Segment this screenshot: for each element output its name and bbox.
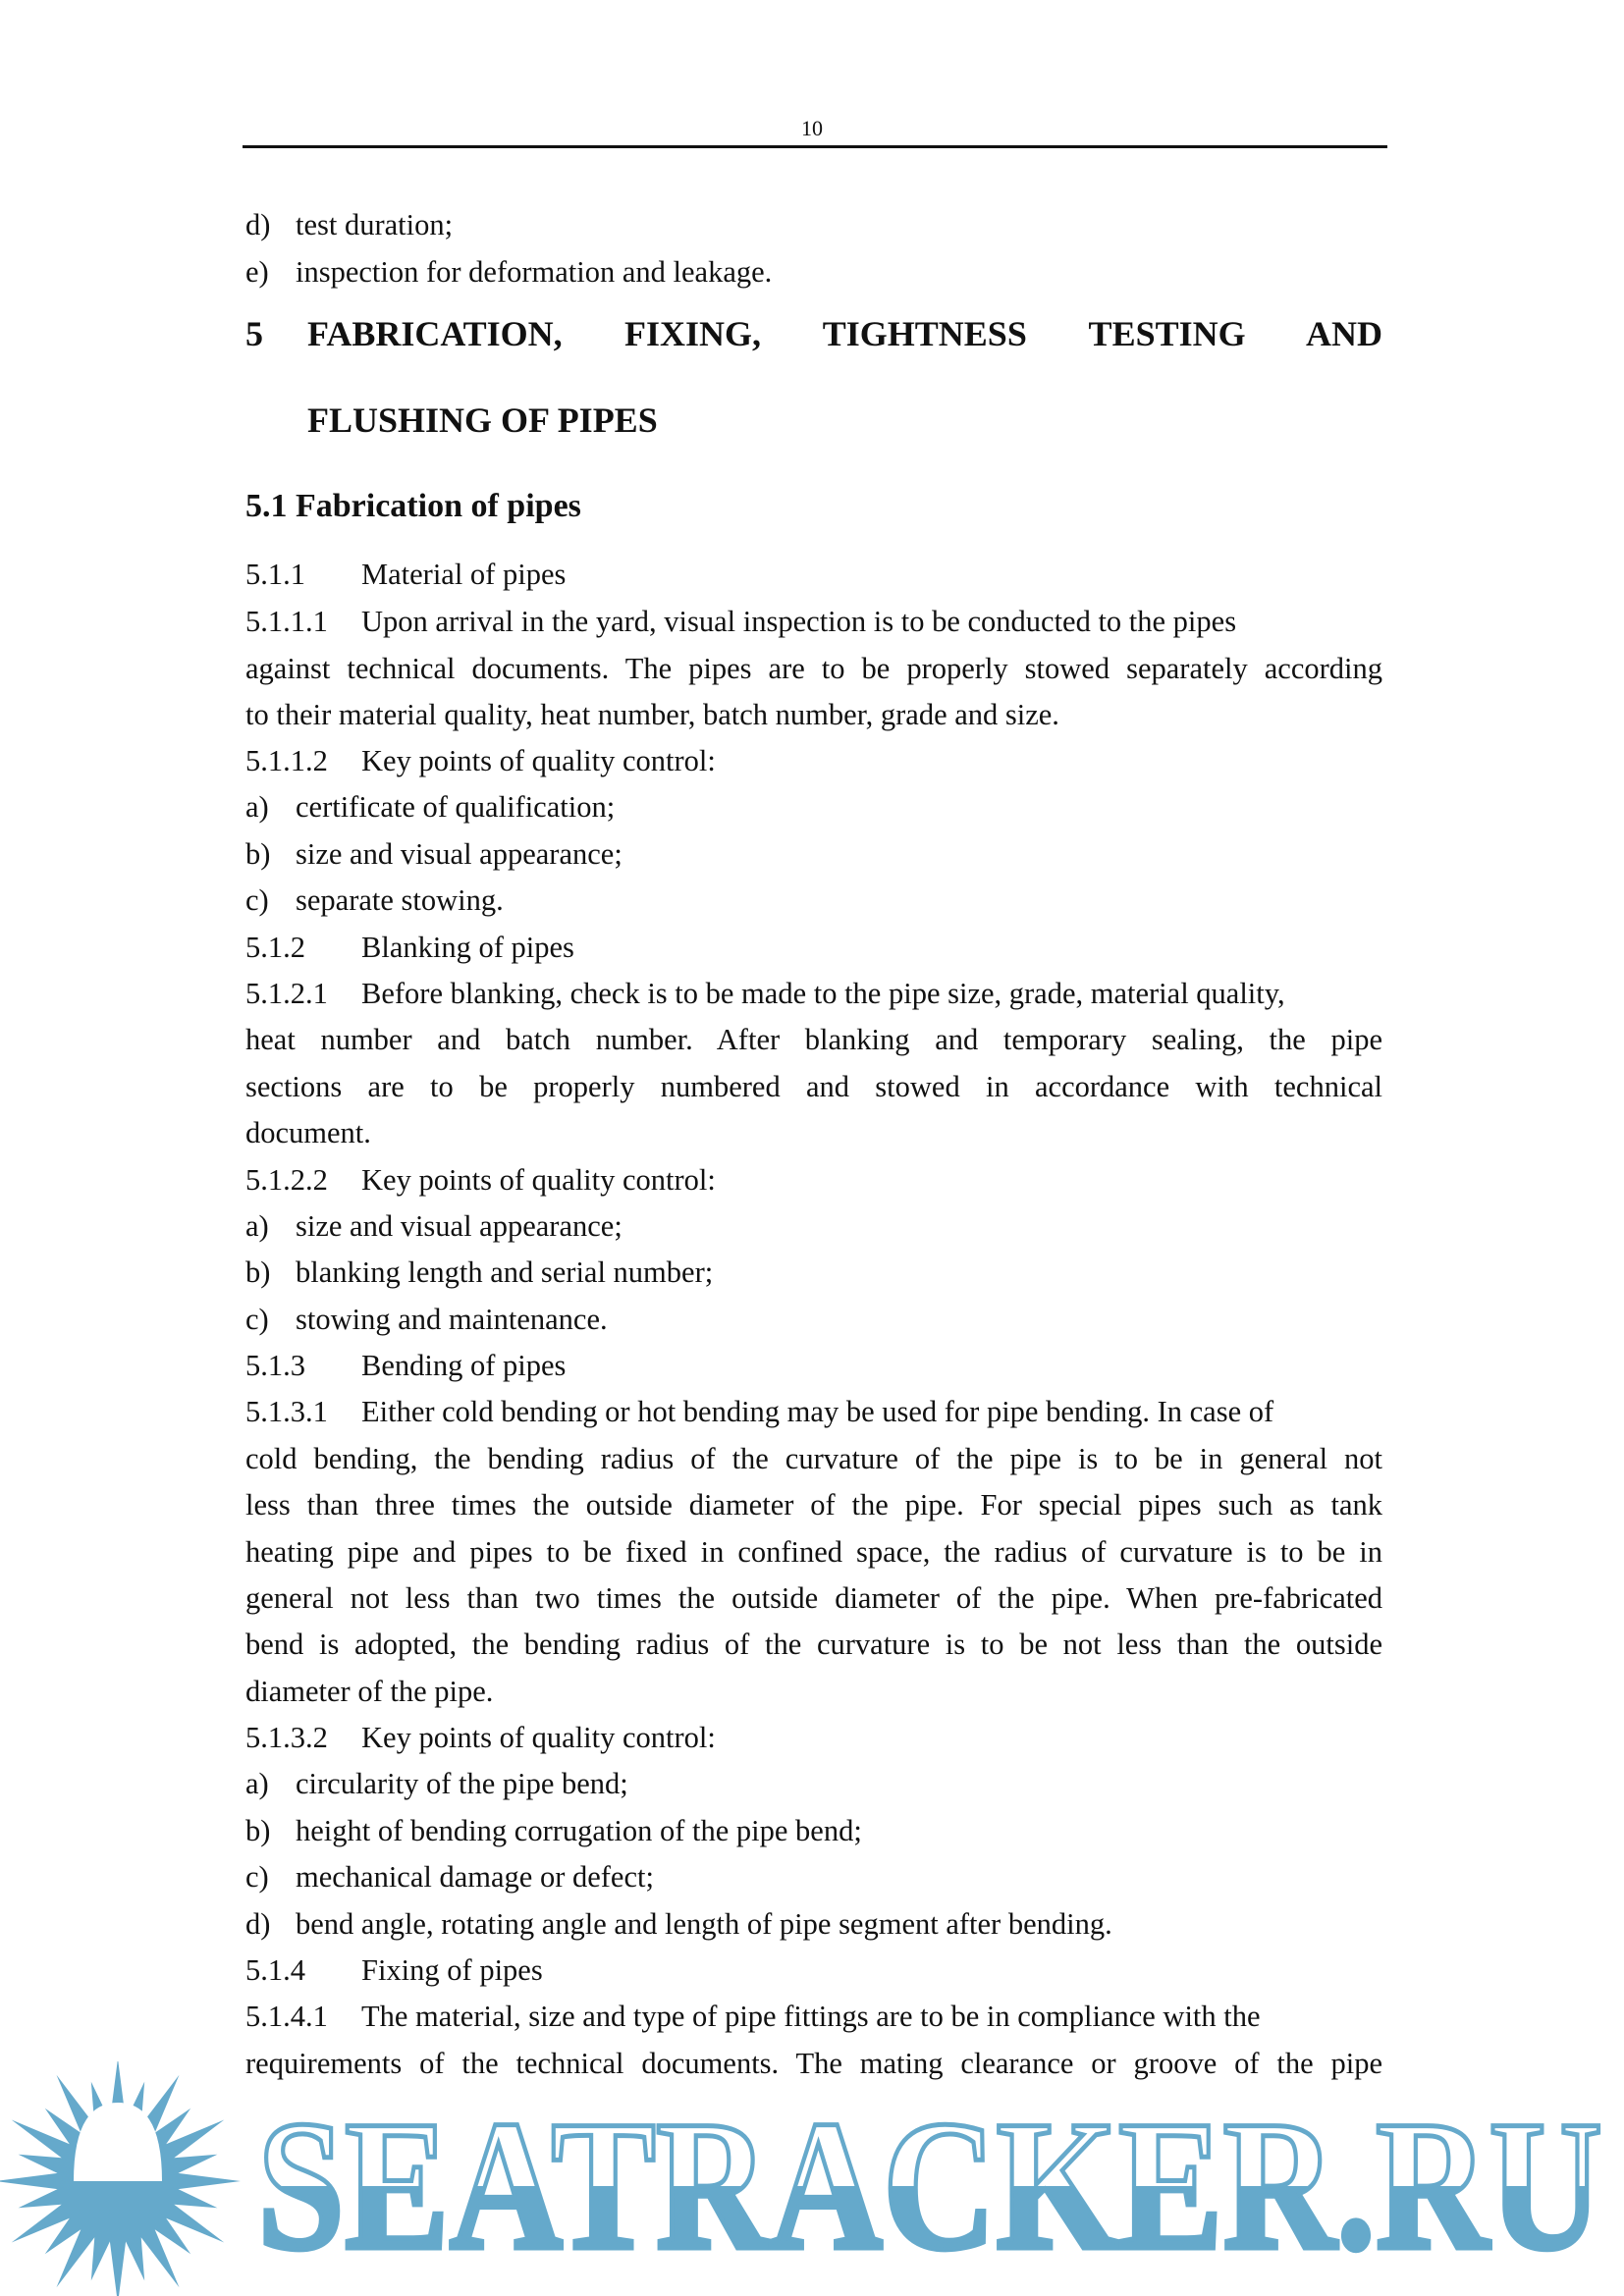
text-line <box>245 1157 1382 1203</box>
text-line <box>245 1808 1382 1854</box>
text-line: heat number and batch number. After blanking and temporary sealing, the pipe <box>245 1022 1382 1056</box>
line-label: 5.1.3.1 <box>245 1394 328 1428</box>
line-text: FABRICATION, FIXING, TIGHTNESS TESTING AND <box>307 314 1382 353</box>
line-text: Either cold bending or hot bending may be used for pipe bending. In case of <box>361 1394 1274 1428</box>
line-text: FLUSHING OF PIPES <box>307 400 658 440</box>
text-line <box>245 1948 1382 1994</box>
text-line <box>245 784 1382 830</box>
text-line <box>245 599 1382 645</box>
line-label: e) <box>245 254 269 289</box>
line-text: stowing and maintenance. <box>296 1302 608 1336</box>
line-label: 5.1.2.2 <box>245 1162 328 1197</box>
line-label: 5.1.3 <box>245 1348 305 1382</box>
line-text: size and visual appearance; <box>296 836 623 871</box>
line-text: inspection for deformation and leakage. <box>296 254 773 289</box>
line-label: 5.1.1.1 <box>245 604 328 638</box>
line-label: 5.1.2.1 <box>245 976 328 1010</box>
line-text: Before blanking, check is to be made to the pipe size, grade, material quality, <box>361 976 1285 1010</box>
text-line <box>245 1854 1382 1900</box>
line-text: Key points of quality control: <box>361 743 716 777</box>
text-line <box>245 1715 1382 1761</box>
line-text: Key points of quality control: <box>361 1720 716 1754</box>
line-label: a) <box>245 1766 269 1800</box>
text-line <box>245 1297 1382 1343</box>
watermark-text: SEATRACKER.RU <box>257 2083 1602 2289</box>
text-line <box>245 1994 1382 2040</box>
text-line: bend is adopted, the bending radius of the curvature is to be not less than the outside <box>245 1627 1382 1661</box>
line-label: d) <box>245 1906 271 1941</box>
text-line: to their material quality, heat number, batch number, grade and size. <box>245 697 1059 731</box>
section-heading: 5.1 Fabrication of pipes <box>245 487 581 524</box>
text-line: cold bending, the bending radius of the curvature of the pipe is to be in general not <box>245 1441 1382 1475</box>
line-label: b) <box>245 1255 271 1289</box>
watermark-logo <box>0 2061 1624 2296</box>
text-line <box>245 878 1382 924</box>
line-text: separate stowing. <box>296 882 504 917</box>
text-line: document. <box>245 1115 371 1149</box>
text-line <box>245 249 1382 295</box>
text-line <box>245 831 1382 878</box>
text-line <box>245 1343 1382 1389</box>
line-label: a) <box>245 1208 269 1243</box>
text-line: diameter of the pipe. <box>245 1674 494 1708</box>
text-line <box>245 1250 1382 1296</box>
line-label: 5.1.1.2 <box>245 743 328 777</box>
sun-icon <box>0 2061 241 2296</box>
line-label: c) <box>245 1859 269 1894</box>
line-text: bend angle, rotating angle and length of pipe segment after bending. <box>296 1906 1112 1941</box>
line-text: Material of pipes <box>361 557 567 591</box>
line-text: Key points of quality control: <box>361 1162 716 1197</box>
line-text: Bending of pipes <box>361 1348 567 1382</box>
line-label: c) <box>245 882 269 917</box>
text-line <box>245 1389 1382 1435</box>
text-line <box>245 202 1382 248</box>
text-line <box>245 1761 1382 1807</box>
line-label: d) <box>245 207 271 241</box>
section-heading <box>245 391 1382 450</box>
line-text: height of bending corrugation of the pipe bend; <box>296 1813 862 1847</box>
text-line <box>245 738 1382 784</box>
text-line <box>245 925 1382 971</box>
text-line: less than three times the outside diameter of the pipe. For special pipes such as tank <box>245 1487 1382 1522</box>
line-text: blanking length and serial number; <box>296 1255 714 1289</box>
text-line: against technical documents. The pipes are to be properly stowed separately according <box>245 651 1382 685</box>
line-label: 5.1.1 <box>245 557 305 591</box>
text-line <box>245 971 1382 1017</box>
text-line: general not less than two times the outside diameter of the pipe. When pre-fabricated <box>245 1580 1382 1615</box>
text-line <box>245 1203 1382 1250</box>
line-text: Blanking of pipes <box>361 930 574 964</box>
header-rule <box>243 145 1387 148</box>
text-line: requirements of the technical documents. The mating clearance or groove of the pipe <box>245 2046 1382 2080</box>
line-text: certificate of qualification; <box>296 789 616 824</box>
line-label: c) <box>245 1302 269 1336</box>
text-line: sections are to be properly numbered and stowed in accordance with technical <box>245 1069 1382 1103</box>
section-heading <box>245 304 1382 363</box>
line-label: 5 <box>245 314 263 353</box>
line-text: circularity of the pipe bend; <box>296 1766 628 1800</box>
line-text: Fixing of pipes <box>361 1952 543 1987</box>
line-text: mechanical damage or defect; <box>296 1859 654 1894</box>
text-line <box>245 552 1382 598</box>
line-label: 5.1.3.2 <box>245 1720 328 1754</box>
line-label: a) <box>245 789 269 824</box>
line-text: The material, size and type of pipe fittings are to be in compliance with the <box>361 1999 1261 2033</box>
text-line <box>245 1901 1382 1948</box>
page-number: 10 <box>801 116 823 140</box>
line-label: 5.1.4 <box>245 1952 305 1987</box>
line-text: test duration; <box>296 207 454 241</box>
line-text: size and visual appearance; <box>296 1208 623 1243</box>
line-label: b) <box>245 1813 271 1847</box>
line-label: 5.1.2 <box>245 930 305 964</box>
line-label: 5.1.4.1 <box>245 1999 328 2033</box>
line-label: b) <box>245 836 271 871</box>
line-text: Upon arrival in the yard, visual inspection is to be conducted to the pipes <box>361 604 1237 638</box>
text-line: heating pipe and pipes to be fixed in confined space, the radius of curvature is to be in <box>245 1534 1382 1569</box>
